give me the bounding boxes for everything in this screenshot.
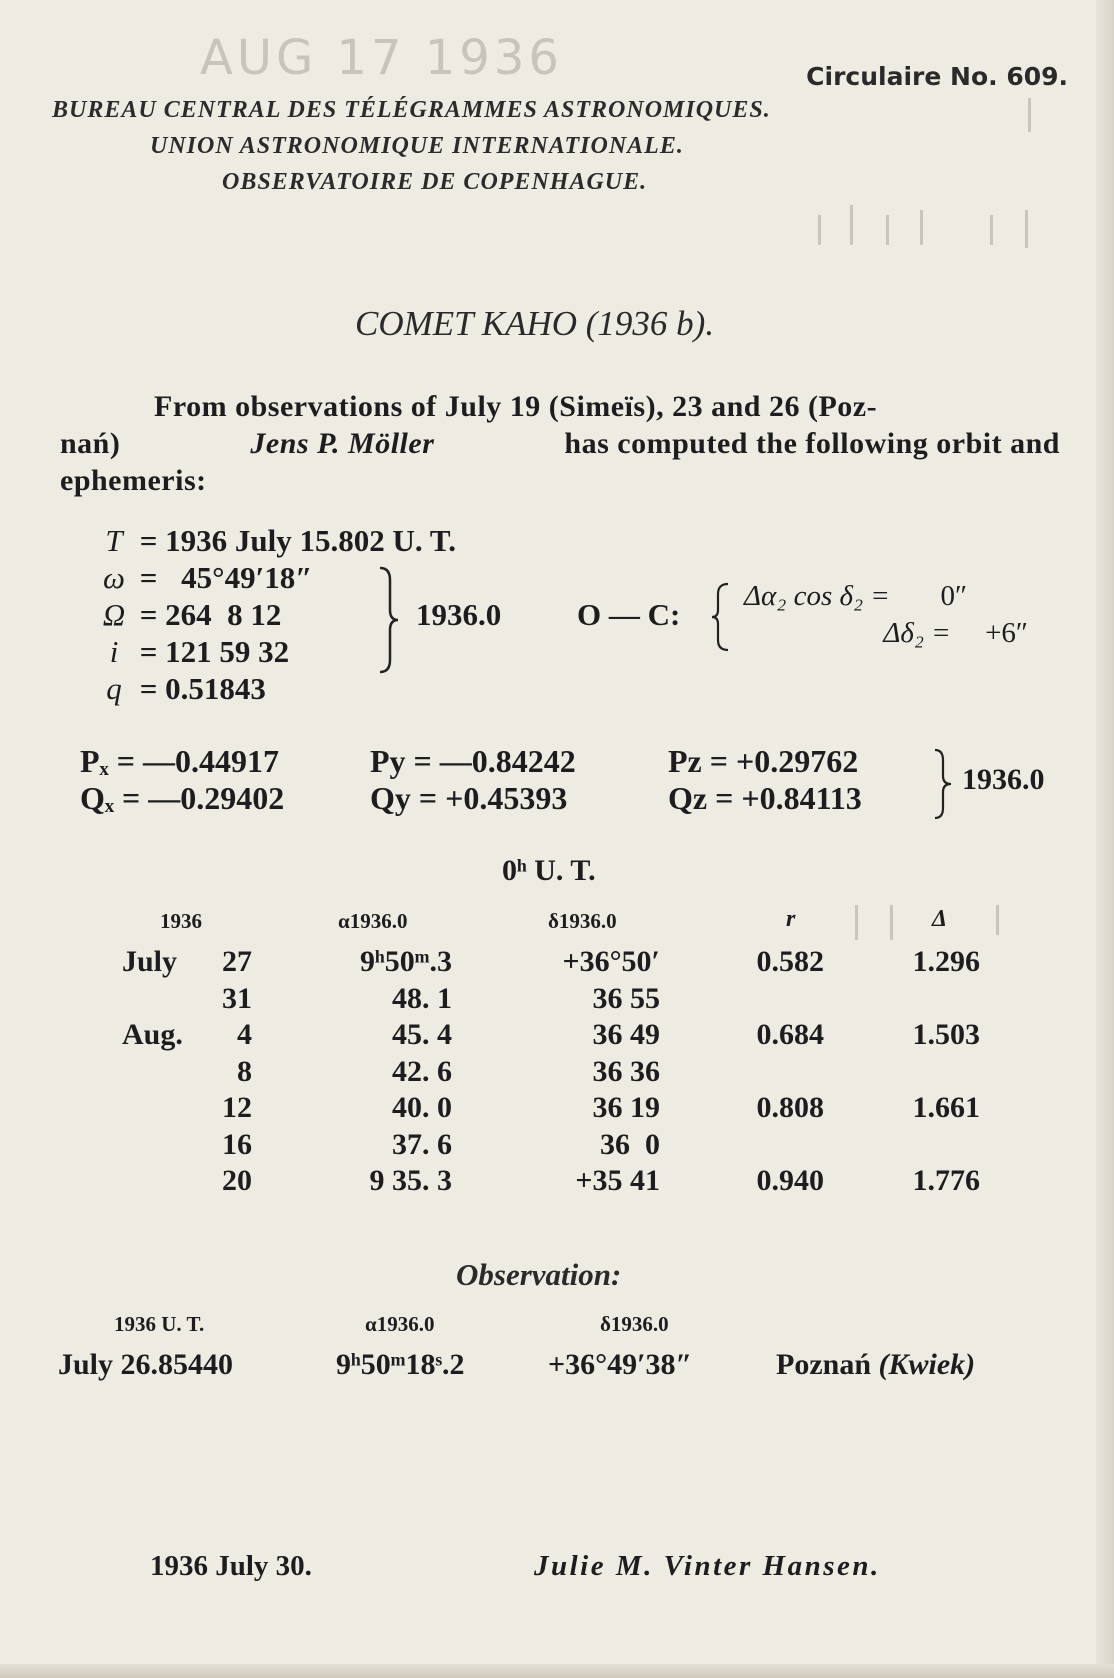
ephemeris-cell-dec: 36 0 (600, 1127, 660, 1161)
card-edge-right (1096, 0, 1114, 1678)
ephemeris-cell-day: 12 (222, 1091, 252, 1124)
ephemeris-cell-day: 20 (222, 1164, 252, 1197)
ephemeris-heading: 0ʰ U. T. (502, 854, 596, 887)
header-observatory: OBSERVATOIRE DE COPENHAGUE. (222, 169, 648, 195)
computer-name: Jens P. Möller (250, 427, 435, 460)
intro-line-2-start: nań) (60, 427, 121, 460)
header-bureau: BUREAU CENTRAL DES TÉLÉGRAMMES ASTRONOMIQUES. (52, 97, 771, 123)
ephemeris-cell-dec: 36 19 (592, 1091, 660, 1124)
ephemeris-cell-delta: 1.661 (912, 1091, 980, 1124)
element-node-label: Ω (102, 597, 126, 632)
header-union: UNION ASTRONOMIQUE INTERNATIONALE. (150, 133, 684, 159)
vector-qx: Qₓ = —0.29402 (80, 780, 285, 816)
intro-line-2 (60, 427, 1060, 461)
oc-ra-left: Δα₂ cos δ₂ = (744, 580, 890, 612)
ephemeris-cell-delta: 1.296 (912, 945, 980, 978)
col-header-ra: α1936.0 (338, 909, 408, 933)
element-q-label: q (106, 671, 122, 706)
elements-brace (376, 566, 400, 674)
oc-label: O — C: (577, 597, 681, 632)
ephemeris-cell-ra: 48. 1 (392, 981, 452, 1015)
ephemeris-cell-month: July (122, 945, 178, 978)
ephemeris-cell-day: 4 (237, 1018, 252, 1051)
ephemeris-cell-ra: 42. 6 (392, 1054, 452, 1088)
obs-dec: +36°49′38″ (548, 1348, 693, 1381)
ephemeris-cell-dec: +35 41 (575, 1164, 660, 1197)
ephemeris-cell-r: 0.940 (756, 1164, 824, 1197)
element-omega-value: 45°49′18″ (181, 560, 313, 595)
element-T-value: 1936 July 15.802 U. T. (165, 523, 456, 558)
element-i: i = 121 59 32 (96, 634, 289, 670)
col-header-delta: Δ (932, 906, 948, 932)
ephemeris-cell-day: 31 (222, 981, 252, 1015)
intro-line-2-end: has computed the following orbit and (564, 427, 1060, 460)
ephemeris-cell-month: Aug. (122, 1018, 183, 1051)
obs-col-dec: δ1936.0 (600, 1312, 669, 1336)
vector-pz: Pz = +0.29762 (668, 743, 859, 779)
element-node-value: 264 8 12 (165, 597, 282, 632)
oc-dec-right: +6″ (985, 617, 1028, 649)
element-q: q = 0.51843 (96, 671, 266, 707)
page-title: COMET KAHO (1936 b). (355, 304, 715, 343)
signature: Julie M. Vinter Hansen. (534, 1550, 881, 1582)
obs-date: July 26.85440 (58, 1348, 234, 1381)
oc-ra (744, 580, 967, 613)
ephemeris-cell-ra: 9 35. 3 (369, 1164, 452, 1197)
ephemeris-cell-r: 0.582 (756, 945, 824, 978)
ephemeris-cell-dec: 36 55 (592, 981, 660, 1015)
obs-place (776, 1348, 975, 1382)
obs-col-date: 1936 U. T. (114, 1312, 205, 1336)
ephemeris-cell-ra: 45. 4 (392, 1018, 452, 1051)
element-i-label: i (109, 634, 119, 669)
element-node: Ω = 264 8 12 (96, 597, 281, 633)
ephemeris-cell-ra: 9ʰ50ᵐ.3 (359, 945, 452, 978)
element-q-value: 0.51843 (165, 671, 266, 706)
vector-py: Py = —0.84242 (370, 743, 576, 779)
ephemeris-cell-ra: 37. 6 (392, 1127, 452, 1161)
element-i-value: 121 59 32 (165, 634, 290, 669)
ephemeris-cell-day: 27 (222, 945, 252, 978)
obs-ra: 9ʰ50ᵐ18ˢ.2 (336, 1348, 465, 1381)
element-T-label: T (105, 523, 123, 558)
obs-place-name: Poznań (776, 1348, 872, 1381)
col-header-r: r (786, 906, 796, 932)
elements-equinox: 1936.0 (416, 597, 502, 632)
issue-date: 1936 July 30. (150, 1550, 312, 1582)
ephemeris-cell-dec: 36 36 (592, 1054, 660, 1088)
ephemeris-cell-day: 16 (222, 1127, 252, 1161)
intro-line-1: From observations of July 19 (Simeïs), 23 and 26 (Poz- (154, 390, 878, 423)
oc-dec-left: Δδ₂ = (883, 617, 951, 649)
ephemeris-cell-delta: 1.776 (912, 1164, 980, 1197)
obs-col-ra: α1936.0 (365, 1312, 435, 1336)
intro-line-3: ephemeris: (60, 464, 207, 497)
vector-qz: Qz = +0.84113 (668, 780, 862, 816)
ephemeris-cell-r: 0.684 (756, 1018, 824, 1051)
element-T: T = 1936 July 15.802 U. T. (96, 523, 456, 559)
vectors-equinox: 1936.0 (962, 763, 1045, 796)
card-edge-bottom (0, 1664, 1114, 1678)
ephemeris-cell-ra: 40. 0 (392, 1091, 452, 1124)
element-omega: ω = 45°49′18″ (96, 560, 312, 596)
vector-qy: Qy = +0.45393 (370, 780, 568, 816)
ephemeris-cell-dec: +36°50′ (562, 945, 660, 978)
ephemeris-cell-delta: 1.503 (912, 1018, 980, 1051)
received-stamp: AUG 17 1936 (200, 30, 563, 86)
vector-px: Pₓ = —0.44917 (80, 743, 279, 779)
circular-number: Circulaire No. 609. (806, 62, 1068, 91)
ephemeris-cell-dec: 36 49 (592, 1018, 660, 1051)
vectors-brace (932, 748, 954, 820)
oc-ra-right: 0″ (940, 580, 968, 612)
ephemeris-cell-day: 8 (237, 1054, 252, 1088)
col-header-date: 1936 (160, 909, 202, 933)
col-header-dec: δ1936.0 (548, 909, 617, 933)
oc-dec (744, 617, 1028, 650)
element-omega-label: ω (103, 560, 125, 595)
ephemeris-cell-r: 0.808 (756, 1091, 824, 1124)
oc-brace (710, 582, 732, 652)
obs-observer: (Kwiek) (878, 1348, 976, 1381)
observation-heading: Observation: (456, 1257, 622, 1292)
